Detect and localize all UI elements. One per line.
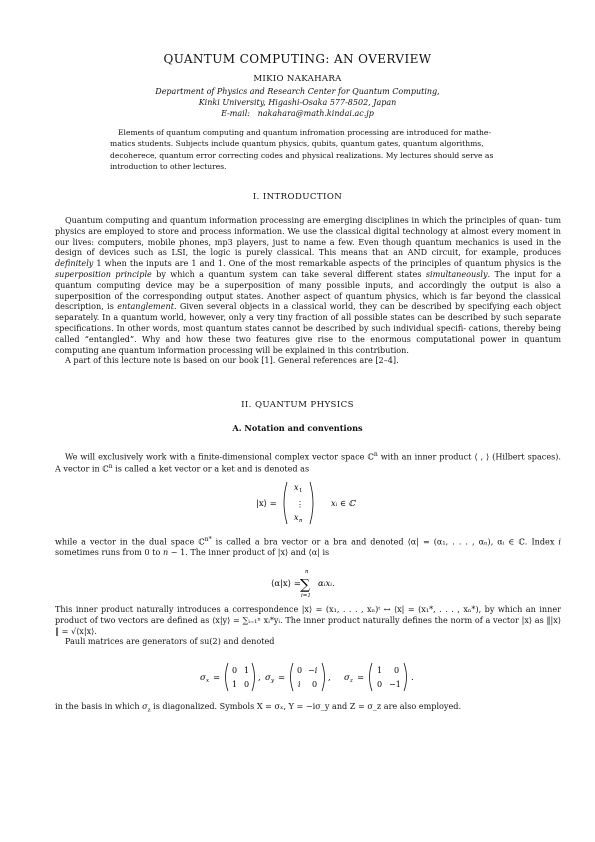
- sigma-y-symbol: σ: [265, 673, 271, 683]
- math-symbol: σ: [142, 701, 148, 711]
- sum-lower: i=1: [301, 593, 311, 599]
- text-run: . Given several objects in a classical world, they can be described by specifying each object separately. In a quantum world, however, only a very tiny fraction of all possible states can be described by such separate specifications. In other words, most quantum states cannot be described by such individual specifi- cations, thereby being called “entangled”. Why and how these two features give rise to the enormous computational power in quantum computing ane quantum information processing will be explained in this contribution.: [55, 301, 561, 355]
- superscript: n: [373, 451, 378, 458]
- notation-paragraph-3: [55, 604, 561, 647]
- affiliation-line-1: Department of Physics and Research Center for Quantum Computing,: [155, 87, 440, 96]
- subscript: z: [147, 707, 151, 714]
- introduction-paragraph: [55, 215, 561, 355]
- inner-lhs: ⟨α|x⟩ =: [271, 579, 301, 589]
- abstract-line: introduction to other lectures.: [110, 161, 227, 171]
- subsection-heading-notation: A. Notation and conventions: [232, 423, 363, 433]
- matrix-entry: 1: [232, 680, 238, 689]
- paper-title: QUANTUM COMPUTING: AN OVERVIEW: [163, 52, 432, 66]
- text-run: . The input for a quantum computing device may be a superposition of many possible inputs, and accordingly the output is also a superposition of the corresponding output states. Another aspect of quantum physics, which is far beyond the classical description, is: [55, 268, 561, 312]
- text-run: Quantum computing and quantum information processing are emerging disciplines in which the principles of quan- tum physics are employed to store and process information. We use the classical digital technology at almost every moment in our lives: computers, mobile phones, mp3 players, just to name a few. Even though quantum mechanics is used in the design of devices such as LSI, the logic is purely classical. This means that an AND circuit, for example, produces: [55, 215, 561, 258]
- text-run: 1 when the inputs are 1 and 1. One of the most remarkable aspects of the principles of quantum physics is the: [93, 258, 561, 269]
- left-paren: [370, 663, 373, 691]
- text-run: sometimes runs from 0 to: [55, 547, 163, 558]
- right-paren: [322, 663, 325, 691]
- affiliation-line-2: Kinki University, Higashi-Osaka 577-8502, Japan: [198, 98, 397, 107]
- matrix-entry: 0: [377, 680, 383, 689]
- superscript: n*: [204, 536, 212, 543]
- sigma-x-sub: x: [206, 678, 210, 684]
- right-paren: [252, 663, 255, 691]
- notation-paragraph-2: [55, 535, 561, 558]
- matrix-entry: 0: [232, 666, 238, 675]
- left-paren: [291, 663, 294, 691]
- matrix-entry: 1: [377, 666, 383, 675]
- email-address[interactable]: nakahara@math.kindai.ac.jp: [257, 109, 374, 118]
- equals: =: [278, 673, 286, 683]
- abstract-line: Elements of quantum computing and quantum infromation processing are introduced for mathe-: [118, 128, 491, 137]
- emphasis: simultaneously: [425, 268, 488, 279]
- matrix-entry: 0: [244, 680, 250, 689]
- text-run: − 1. The inner product of |x⟩ and ⟨α| is: [168, 547, 330, 558]
- sigma-x-symbol: σ: [200, 673, 206, 683]
- pauli-intro: Pauli matrices are generators of su(2) and denoted: [65, 636, 275, 647]
- section-heading-quantum-physics: II. QUANTUM PHYSICS: [241, 400, 354, 410]
- right-paren: [310, 482, 313, 524]
- matrix-entry: 0: [297, 666, 303, 675]
- comma: ,: [258, 673, 261, 683]
- pauli-matrices-equation: [0, 660, 595, 694]
- text-run: by which a quantum system can take several different states: [151, 268, 426, 279]
- left-paren: [226, 663, 229, 691]
- text-run: is called a ket vector or a ket and is denoted as: [112, 464, 310, 475]
- superscript: n: [108, 463, 113, 471]
- vector-dots: ⋮: [296, 500, 304, 509]
- math-symbol: n: [162, 547, 169, 558]
- matrix-entry: 1: [244, 666, 250, 675]
- matrix-entry: 0: [312, 680, 318, 689]
- emphasis: entanglement: [117, 301, 174, 312]
- vector-x1: x: [294, 483, 299, 492]
- email-label: E-mail:: [221, 109, 250, 118]
- sum-upper: n: [305, 569, 309, 575]
- matrix-entry: 0: [394, 666, 400, 675]
- text-run: We will exclusively work with a finite-dimensional complex vector space ℂ: [65, 451, 374, 462]
- abstract-line: decoherece, quantum error correcting codes and physical realizations. My lectures should serve as: [110, 150, 494, 160]
- comma: ,: [328, 673, 331, 683]
- ket-lhs: |x⟩ =: [256, 499, 277, 509]
- section-heading-introduction: I. INTRODUCTION: [252, 192, 343, 202]
- sum-sign: ∑: [300, 577, 310, 593]
- references-paragraph: A part of this lecture note is based on our book [1]. General references are [2–4].: [65, 355, 399, 366]
- notation-paragraph-1: [55, 450, 561, 475]
- matrix-entry: −1: [389, 680, 401, 689]
- left-paren: [284, 482, 287, 524]
- text-run: with an inner product ⟨ , ⟩ (Hilbert spaces). A vector in ℂ: [55, 451, 561, 475]
- inner-term: αᵢxᵢ.: [318, 579, 335, 589]
- text-run: is diagonalized. Symbols X = σₓ, Y = −iσ_y and Z = σ_z are also employed.: [150, 701, 462, 711]
- inner-product-equation: [0, 565, 595, 599]
- sigma-z-symbol: σ: [344, 673, 350, 683]
- period: .: [411, 673, 414, 683]
- equals: =: [357, 673, 365, 683]
- emphasis: definitely: [55, 258, 94, 269]
- notation-paragraph-4: [55, 701, 561, 716]
- ket-vector-equation: [0, 478, 595, 528]
- text-run: is called a bra vector or a bra and denoted ⟨α| = (α₁, . . . , αₙ), αᵢ ∈ ℂ. Index: [211, 536, 559, 547]
- matrix-entry: −i: [308, 666, 318, 675]
- right-paren: [404, 663, 407, 691]
- matrix-entry: i: [298, 680, 301, 689]
- affiliation: [0, 86, 595, 119]
- author-name: MIKIO NAKAHARA: [253, 74, 342, 84]
- vector-xn-sub: n: [299, 518, 303, 524]
- ket-condition: xᵢ ∈ ℂ: [331, 498, 356, 508]
- vector-x1-sub: 1: [299, 488, 303, 494]
- text-run: while a vector in the dual space ℂ: [55, 536, 205, 547]
- sigma-y-sub: y: [271, 678, 275, 684]
- math-symbol: i: [558, 536, 562, 547]
- abstract: [110, 127, 506, 172]
- emphasis: superposition principle: [55, 268, 152, 279]
- sigma-z-sub: z: [350, 678, 353, 684]
- inner-product-text: This inner product naturally introduces a correspondence |x⟩ = (x₁, . . . , xₙ)ᵗ ↔ ⟨x| = (x₁*, . . . , xₙ*), by which an inner product of two vectors are defined as ⟨x|y⟩ = ∑ᵢ₌₁ⁿ xᵢ*yᵢ. The inner product naturally defines the norm of a vector |x⟩ as ‖|x⟩‖ = √⟨x|x⟩.: [55, 604, 561, 636]
- abstract-line: matics students. Subjects include quantum physics, qubits, quantum gates, quantum algorithms,: [110, 139, 484, 149]
- introduction-body: [55, 215, 561, 366]
- text-run: in the basis in which: [55, 701, 143, 711]
- email-line: [0, 108, 595, 119]
- equals: =: [213, 673, 221, 683]
- vector-xn: x: [294, 513, 299, 522]
